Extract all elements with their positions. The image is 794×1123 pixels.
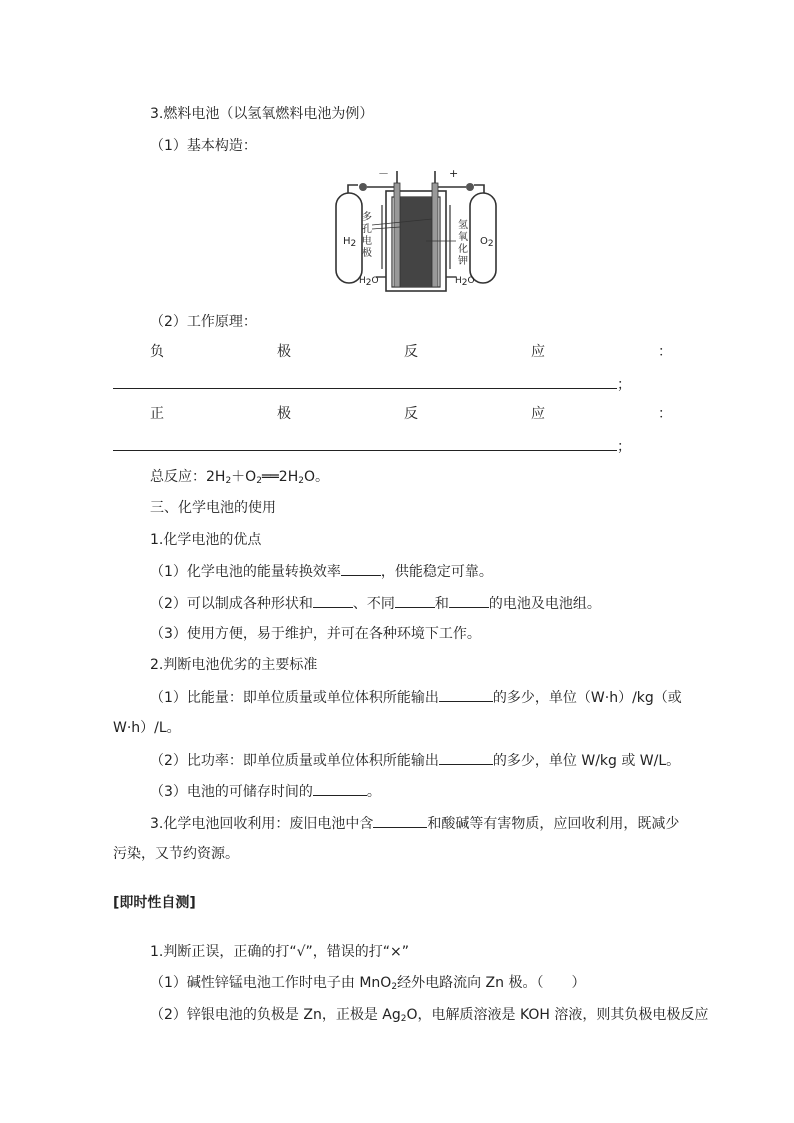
- work-principle-label: （2）工作原理：: [150, 314, 257, 330]
- blank[interactable]: [373, 813, 427, 828]
- standard-1-continued: W·h）/L。: [113, 720, 181, 736]
- question-1: 1.判断正误，正确的打“√”，错误的打“×”: [150, 944, 410, 960]
- advantage-1: （1）化学电池的能量转换效率 ，供能稳定可靠。: [150, 561, 493, 582]
- recycle-text: 3.化学电池回收利用：废旧电池中含 和酸碱等有害物质，应回收利用，既减少: [150, 813, 679, 834]
- diagram-koh-label: 氢 氧 化 钾: [458, 220, 468, 267]
- negative-electrode-row: 负 极 反 应 ：: [150, 344, 672, 360]
- positive-electrode-row: 正 极 反 应 ：: [150, 406, 672, 422]
- positive-semicolon: ；: [617, 439, 631, 455]
- diagram-minus-terminal: －: [378, 167, 389, 180]
- section-title-fuel-cell: 3.燃料电池（以氢氧燃料电池为例）: [150, 106, 374, 122]
- basic-structure-label: （1）基本构造：: [150, 138, 257, 154]
- blank[interactable]: [313, 593, 353, 608]
- section-three-heading: 三、化学电池的使用: [150, 500, 276, 516]
- standards-title: 2.判断电池优劣的主要标准: [150, 657, 318, 673]
- standard-2: （2）比功率：即单位质量或单位体积所能输出 的多少，单位 W/kg 或 W/L。: [150, 750, 680, 771]
- diagram-h2-label: $H_2$: [343, 236, 357, 249]
- recycle-text-continued: 污染，又节约资源。: [113, 846, 239, 862]
- blank[interactable]: [439, 687, 493, 702]
- blank[interactable]: [395, 593, 435, 608]
- blank[interactable]: [439, 750, 493, 765]
- diagram-water-right: $H_2O$: [455, 276, 475, 288]
- blank[interactable]: [449, 593, 489, 608]
- positive-answer-line[interactable]: [113, 450, 617, 451]
- blank[interactable]: [313, 781, 367, 796]
- advantages-title: 1.化学电池的优点: [150, 532, 262, 548]
- standard-3: （3）电池的可储存时间的 。: [150, 781, 381, 802]
- diagram-o2-label: $O_2$: [480, 236, 494, 249]
- negative-semicolon: ；: [617, 377, 631, 393]
- advantage-2: （2）可以制成各种形状和 、不同 和 的电池及电池组。: [150, 593, 601, 614]
- blank[interactable]: [341, 561, 381, 576]
- advantage-3: （3）使用方便，易于维护，并可在各种环境下工作。: [150, 626, 481, 642]
- self-test-title: [即时性自测]: [113, 895, 196, 911]
- negative-answer-line[interactable]: [113, 388, 617, 389]
- standard-1: （1）比能量：即单位质量或单位体积所能输出 的多少，单位（W·h）/kg（或: [150, 687, 682, 708]
- question-1-2: （2）锌银电池的负极是 Zn，正极是 $Ag_2O$，电解质溶液是 KOH 溶液，则其负极电极反应: [150, 1007, 709, 1024]
- diagram-water-left: $H_2O$: [359, 276, 379, 288]
- diagram-porous-electrode-label: 多 孔 电 极: [362, 212, 372, 259]
- total-reaction: 总反应：$2H_2+O_2══2H_2O$。: [150, 469, 329, 486]
- diagram-plus-terminal: +: [449, 167, 459, 180]
- question-1-1: （1）碱性锌锰电池工作时电子由 MnO$_2$经外电路流向 Zn 极。（ ）: [150, 975, 586, 992]
